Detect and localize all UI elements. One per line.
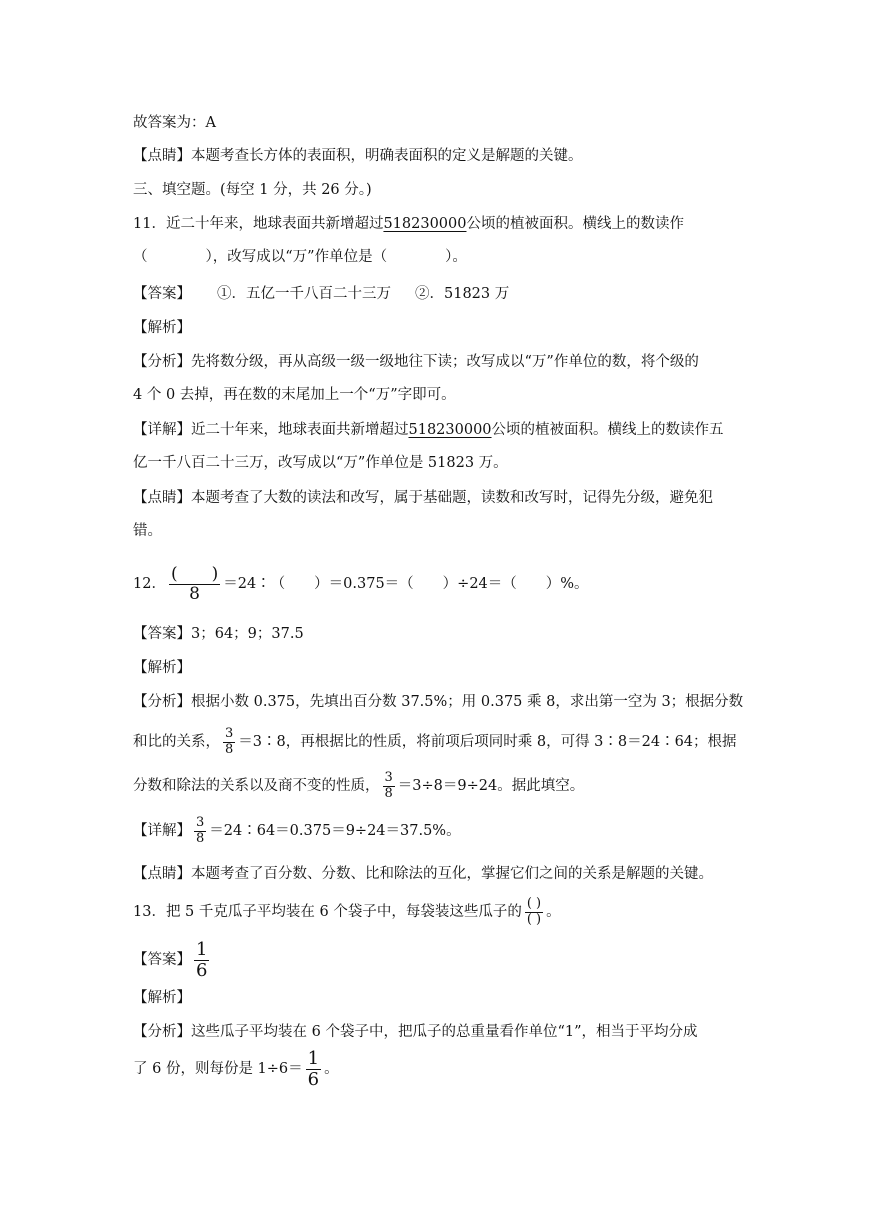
q12-fraction <box>169 565 220 603</box>
q12-analysis-2a: 和比的关系， <box>133 734 220 750</box>
fraction-numerator: 3 <box>225 726 234 742</box>
answer-1: ①．五亿一千八百二十三万 <box>217 286 391 302</box>
q12-fraction-denominator: 8 <box>189 583 200 604</box>
q12-detail-label: 【详解】 <box>133 823 191 839</box>
question-11-cont: （ ），改写成以“万”作单位是（ ）。 <box>133 249 467 265</box>
fraction-numerator: 3 <box>196 815 205 831</box>
fraction-numerator: 3 <box>384 770 393 786</box>
q11-detail-b: 公顷的植被面积。横线上的数读作五 <box>491 422 724 438</box>
q13-analysis-2 <box>133 1045 339 1093</box>
q13-period: 。 <box>546 904 561 920</box>
question-12 <box>133 560 589 608</box>
fraction-denominator: 8 <box>225 741 234 757</box>
q12-analysis-1: 【分析】根据小数 0.375，先填出百分数 37.5%；用 0.375 乘 8，求出第一空为 3；根据分数 <box>133 694 744 710</box>
q12-analysis-3b: ＝3÷8＝9÷24。据此填空。 <box>397 778 585 794</box>
answer-label: 【答案】 <box>133 286 191 302</box>
q13-analysis-1: 【分析】这些瓜子平均装在 6 个袋子中，把瓜子的总重量看作单位“1”，相当于平均分成 <box>133 1024 698 1040</box>
answer-line: 故答案为：A <box>133 115 216 131</box>
q12-label: 12． <box>133 576 166 592</box>
answer-label: 【答案】 <box>133 952 191 968</box>
analysis-label: 【解析】 <box>133 990 191 1006</box>
q13-answer <box>133 936 212 984</box>
q12-detail-text: ＝24∶64＝0.375＝9÷24＝37.5%。 <box>209 823 461 839</box>
q11-detail-a: 【详解】近二十年来，地球表面共新增超过 <box>133 422 409 438</box>
q13-blank-fraction <box>525 897 543 927</box>
q13-analysis-2b: 。 <box>324 1061 339 1077</box>
q11-detail-1 <box>133 420 724 440</box>
q12-text: ＝24∶（ ）＝0.375＝（ ）÷24＝（ ）%。 <box>223 576 589 592</box>
q12-analysis-2b: ＝3∶8，再根据比的性质，将前项后项同时乘 8，可得 3∶8＝24∶64；根据 <box>238 734 737 750</box>
q11-analysis-2: 4 个 0 去掉，再在数的末尾加上一个“万”字即可。 <box>133 387 456 403</box>
section-heading: 三、填空题。(每空 1 分，共 26 分。) <box>133 182 372 198</box>
q13-analysis-2a: 了 6 份，则每份是 1÷6＝ <box>133 1061 303 1077</box>
q12-comment: 【点睛】本题考查了百分数、分数、比和除法的互化，掌握它们之间的关系是解题的关键。 <box>133 866 713 882</box>
q12-analysis-3a: 分数和除法的关系以及商不变的性质， <box>133 778 380 794</box>
q11-text-a: 11．近二十年来，地球表面共新增超过 <box>133 216 384 232</box>
q12-detail <box>133 811 461 851</box>
q12-answer: 【答案】3；64；9；37.5 <box>133 626 304 642</box>
q12-fraction-numerator: ( ) <box>170 563 219 584</box>
q11-comment-2: 错。 <box>133 523 162 539</box>
q11-text-b: 公顷的植被面积。横线上的数读作 <box>466 216 684 232</box>
fraction-denominator: 6 <box>307 1068 320 1090</box>
q11-analysis-1: 【分析】先将数分级，再从高级一级一级地往下读；改写成以“万”作单位的数，将个级的 <box>133 354 699 370</box>
analysis-label: 【解析】 <box>133 660 191 676</box>
answer-2: ②．51823 万 <box>415 286 510 302</box>
fraction-denominator: 8 <box>384 785 393 801</box>
question-13 <box>133 888 561 936</box>
q11-underlined-number: 518230000 <box>383 216 467 232</box>
q11-answer <box>133 284 509 304</box>
blank-numerator: ( ) <box>526 896 542 912</box>
q11-detail-2: 亿一千八百二十三万，改写成以“万”作单位是 51823 万。 <box>133 455 508 471</box>
q11-detail-underlined-number: 518230000 <box>408 422 492 438</box>
fraction-denominator: 8 <box>196 830 205 846</box>
fraction-1-6 <box>194 940 209 981</box>
question-11 <box>133 214 684 234</box>
comment-line: 【点睛】本题考查长方体的表面积，明确表面积的定义是解题的关键。 <box>133 148 583 164</box>
fraction-3-8 <box>383 771 395 801</box>
fraction-denominator: 6 <box>196 959 208 981</box>
analysis-label: 【解析】 <box>133 320 191 336</box>
q11-comment-1: 【点睛】本题考查了大数的读法和改写，属于基础题，读数和改写时，记得先分级，避免犯 <box>133 490 713 506</box>
q12-analysis-2 <box>133 722 737 762</box>
q13-text: 13．把 5 千克瓜子平均装在 6 个袋子中，每袋装这些瓜子的 <box>133 904 522 920</box>
fraction-3-8 <box>194 816 206 846</box>
fraction-numerator: 1 <box>196 938 208 960</box>
fraction-3-8 <box>223 727 235 757</box>
fraction-1-6 <box>306 1049 321 1090</box>
blank-denominator: ( ) <box>526 911 542 927</box>
fraction-numerator: 1 <box>307 1047 320 1069</box>
q12-analysis-3 <box>133 766 584 806</box>
